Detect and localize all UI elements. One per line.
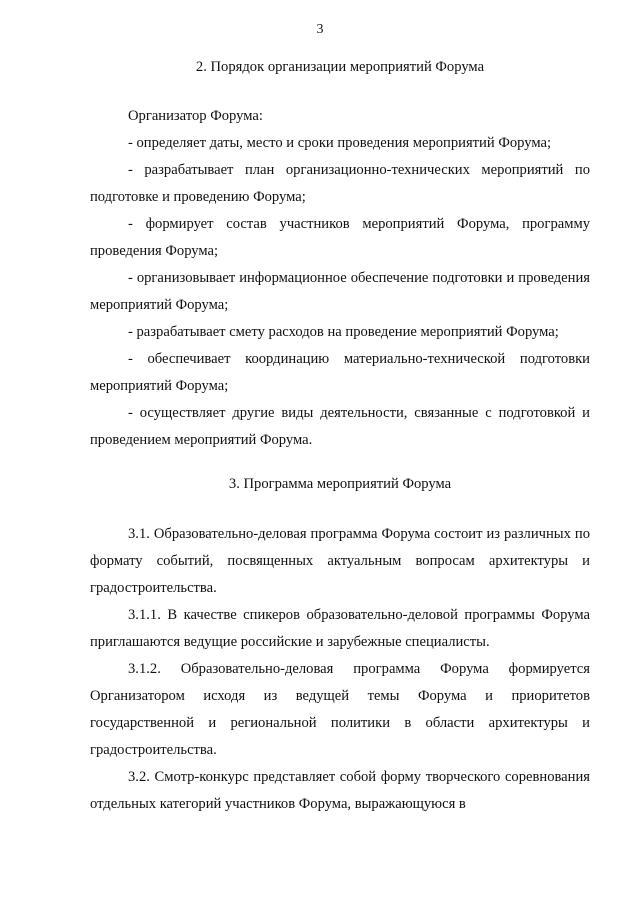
section-3-heading: 3. Программа мероприятий Форума [228,476,452,492]
duty-item: - разрабатывает план организационно-технических мероприятий по подготовке и проведению Форума; [90,162,590,205]
duty-item: - обеспечивает координацию материально-технической подготовки мероприятий Форума; [90,351,590,394]
clause-3-1-1: 3.1.1. В качестве спикеров образовательно-деловой программы Форума приглашаются ведущие российские и зарубежные специалисты. [90,607,590,650]
clause-3-1: 3.1. Образовательно-деловая программа Форума состоит из различных по формату событий, посвященных актуальным вопросам архитектуры и градостроительства. [90,526,590,596]
organizer-intro: Организатор Форума: [128,108,263,124]
clause-3-2: 3.2. Смотр-конкурс представляет собой форму творческого соревнования отдельных категорий участников Форума, выражающуюся в [90,769,590,812]
duty-item: - формирует состав участников мероприятий Форума, программу проведения Форума; [90,216,590,259]
duty-item: - разрабатывает смету расходов на проведение мероприятий Форума; [128,324,559,340]
section-2-body [90,103,590,454]
section-2-heading: 2. Порядок организации мероприятий Форума [195,59,485,75]
duty-item: - определяет даты, место и сроки проведения мероприятий Форума; [128,135,552,151]
clause-3-1-2: 3.1.2. Образовательно-деловая программа Форума формируется Организатором исходя из ведущей темы Форума и приоритетов государственной и региональной политики в области архитектуры и градостроительства. [90,661,590,758]
section-3-body [90,521,590,818]
page-number: 3 [316,22,324,37]
duty-item: - организовывает информационное обеспечение подготовки и проведения мероприятий Форума; [90,270,590,313]
duty-item: - осуществляет другие виды деятельности, связанные с подготовкой и проведением мероприятий Форума. [90,405,590,448]
